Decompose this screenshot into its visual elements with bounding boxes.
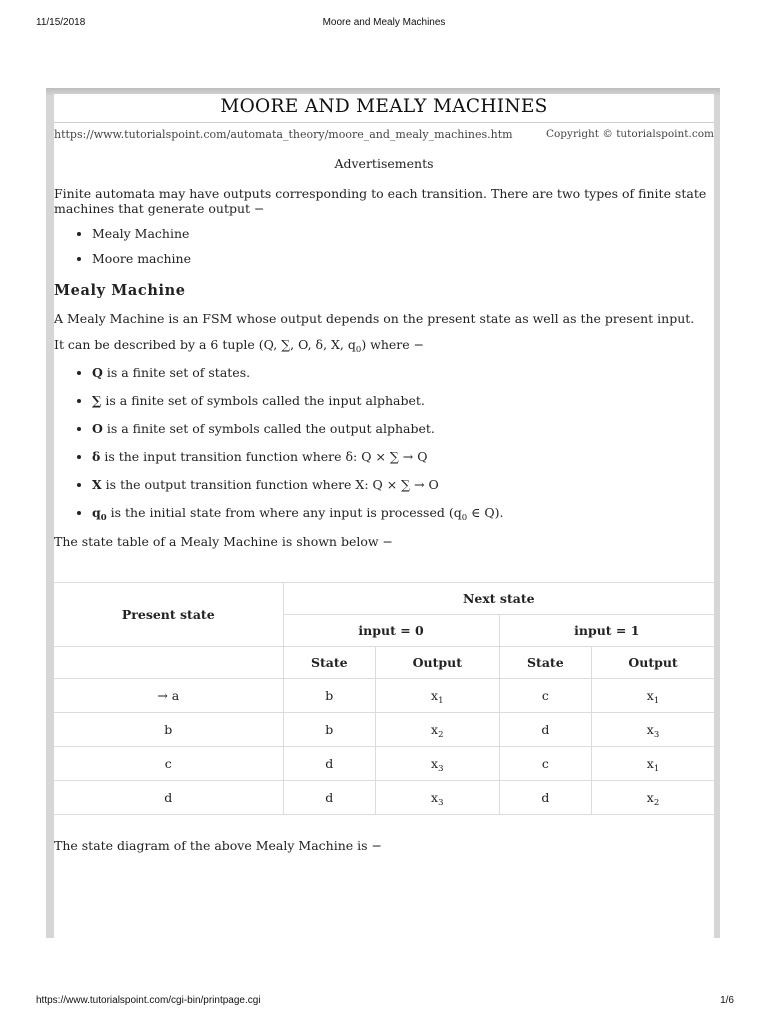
table-row: d d $x_3$ d $x_2$ (54, 781, 714, 815)
list-item: • O is a finite set of symbols called the output alphabet. (92, 421, 714, 436)
machine-types-list (54, 226, 714, 266)
source-url: https://www.tutorialspoint.com/automata_theory/moore_and_mealy_machines.htm (54, 128, 513, 141)
copyright: Copyright © tutorialspoint.com (545, 128, 714, 140)
table-row: b b $x_2$ d $x_3$ (54, 713, 714, 747)
header-next-state: Next state (283, 583, 714, 615)
list-item: • $q_0$ is the initial state from where any input is processed ($q_0$ ∈ Q). (92, 505, 714, 520)
header-state: State (283, 647, 375, 679)
header-input-0: input = 0 (283, 615, 499, 647)
source-row (54, 126, 714, 144)
header-present-state: Present state (54, 583, 283, 647)
footer-url: https://www.tutorialspoint.com/cgi-bin/printpage.cgi (36, 995, 261, 1006)
intro-paragraph: Finite automata may have outputs corresponding to each transition. There are two types of finite state machines that generate output − (54, 186, 707, 216)
diagram-intro: The state diagram of the above Mealy Machine is − (54, 838, 382, 853)
header-input-1: input = 1 (499, 615, 714, 647)
header-state: State (499, 647, 591, 679)
table-row: → a b $x_1$ c $x_1$ (54, 679, 714, 713)
list-item: • Q is a finite set of states. (92, 365, 714, 380)
page-title: MOORE AND MEALY MACHINES (220, 96, 548, 117)
definition-paragraph: A Mealy Machine is an FSM whose output depends on the present state as well as the present input. (54, 311, 695, 326)
list-item: • Mealy Machine (92, 226, 714, 241)
title-divider (54, 122, 714, 123)
tuple-paragraph: It can be described by a 6 tuple (Q, ∑, O, δ, X, $q_0$) where − (54, 337, 425, 355)
print-header (0, 17, 768, 31)
print-header-title: Moore and Mealy Machines (322, 17, 446, 28)
table-row: c d $x_3$ c $x_1$ (54, 747, 714, 781)
section-heading: Mealy Machine (54, 282, 186, 299)
advertisements-label: Advertisements (334, 156, 434, 171)
page-number: 1/6 (720, 995, 734, 1006)
list-item: • X is the output transition function where X: Q × ∑ → O (92, 477, 714, 492)
print-footer (0, 995, 768, 1009)
table-header-row (54, 647, 714, 679)
print-date: 11/15/2018 (36, 17, 86, 28)
header-output: Output (375, 647, 499, 679)
tuple-list (54, 365, 714, 523)
table-intro: The state table of a Mealy Machine is shown below − (54, 534, 394, 549)
list-item: • Moore machine (92, 251, 714, 266)
table-header-row (54, 583, 714, 615)
state-table (54, 582, 714, 815)
document-content (54, 94, 714, 938)
header-output: Output (592, 647, 714, 679)
list-item: • δ is the input transition function where δ: Q × ∑ → Q (92, 449, 714, 464)
list-item: • ∑ is a finite set of symbols called the input alphabet. (92, 393, 714, 408)
